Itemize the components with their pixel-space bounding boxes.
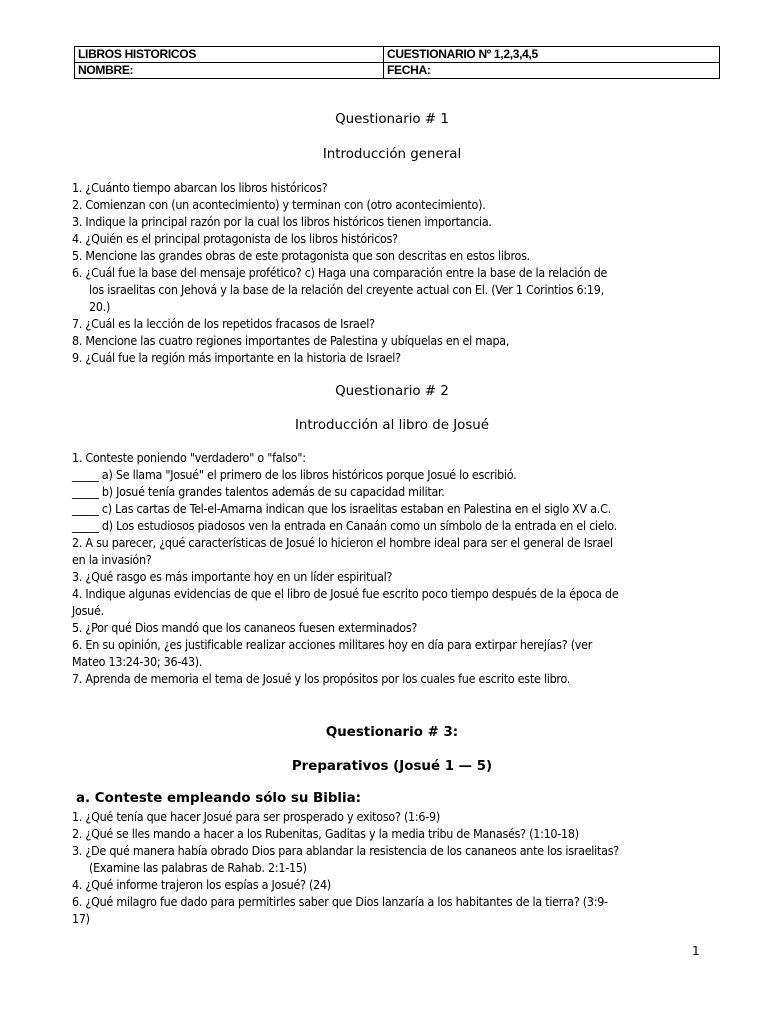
list-item-continuation: Josué. — [72, 603, 104, 618]
list-item: 5. ¿Por qué Dios mandó que los cananeos fuesen exterminados? — [72, 620, 418, 635]
list-item-continuation: 17) — [72, 911, 90, 926]
list-item: 8. Mencione las cuatro regiones importantes de Palestina y ubíquelas en el mapa, — [72, 333, 510, 348]
list-item-continuation: los israelitas con Jehová y la base de la relación del creyente actual con El. (Ver 1 Corintios 6:19, — [89, 282, 604, 297]
questionnaire-2-subtitle: Introducción al libro de Josué — [294, 418, 490, 433]
course-title-cell: LIBROS HISTORICOS — [75, 47, 384, 63]
list-item: _____ a) Se llama "Josué" el primero de los libros históricos porque Josué lo escribió. — [72, 467, 517, 482]
list-item: 4. Indique algunas evidencias de que el libro de Josué fue escrito poco tiempo después de la época de — [72, 586, 619, 601]
list-item-continuation: Mateo 13:24-30; 36-43). — [72, 654, 203, 669]
list-item: 2. A su parecer, ¿qué características de Josué lo hicieron el hombre ideal para ser el general de Israel — [72, 535, 613, 550]
list-item: 4. ¿Qué informe trajeron los espías a Josué? (24) — [72, 877, 331, 892]
questionnaire-3-list — [72, 808, 712, 927]
questionnaire-1-subtitle: Introducción general — [322, 147, 462, 162]
list-item: _____ c) Las cartas de Tel-el-Amarna indican que los israelitas estaban en Palestina en el siglo XV a.C. — [72, 501, 611, 516]
list-item: 6. ¿Cuál fue la base del mensaje profético? c) Haga una comparación entre la base de la relación de — [72, 265, 608, 280]
list-item: 1. ¿Cuánto tiempo abarcan los libros históricos? — [72, 180, 328, 195]
list-item: 1. Conteste poniendo "verdadero" o "falso": — [72, 450, 306, 465]
list-item: 6. ¿Qué milagro fue dado para permitirles saber que Dios lanzaría a los habitantes de la tierra? (3:9- — [72, 894, 608, 909]
questionnaire-2-title: Questionario # 2 — [335, 384, 449, 399]
list-item-continuation: 20.) — [89, 299, 111, 314]
list-item: _____ d) Los estudiosos piadosos ven la entrada en Canaán como un símbolo de la entrada en el cielo. — [72, 518, 617, 533]
list-item-continuation: en la invasión? — [72, 552, 152, 567]
questionnaire-3-title: Questionario # 3: — [325, 725, 459, 740]
list-item: 7. ¿Cuál es la lección de los repetidos fracasos de Israel? — [72, 316, 375, 331]
header-row — [75, 63, 720, 79]
list-item: 3. ¿Qué rasgo es más importante hoy en un líder espiritual? — [72, 569, 393, 584]
list-item: 4. ¿Quién es el principal protagonista de los libros históricos? — [72, 231, 398, 246]
questionnaire-3-subtitle: Preparativos (Josué 1 — 5) — [291, 759, 493, 774]
questionnaire-1-list — [72, 179, 712, 366]
list-item: 5. Mencione las grandes obras de este protagonista que son descritas en estos libros. — [72, 248, 530, 263]
list-item: 9. ¿Cuál fue la región más importante en la historia de Israel? — [72, 350, 401, 365]
questionnaire-3-instruction: a. Conteste empleando sólo su Biblia: — [76, 791, 361, 806]
list-item: 3. Indique la principal razón por la cual los libros históricos tienen importancia. — [72, 214, 492, 229]
list-item: 3. ¿De qué manera había obrado Dios para ablandar la resistencia de los cananeos ante los israelitas? — [72, 843, 619, 858]
name-cell: NOMBRE: — [75, 63, 384, 79]
questionnaire-1-title: Questionario # 1 — [335, 112, 449, 127]
header-row — [75, 47, 720, 63]
list-item: _____ b) Josué tenía grandes talentos además de su capacidad militar. — [72, 484, 445, 499]
list-item: 6. En su opinión, ¿es justificable realizar acciones militares hoy en día para extirpar herejías? (ver — [72, 637, 593, 652]
questionnaire-2-list — [72, 449, 712, 687]
list-item-continuation: (Examine las palabras de Rahab. 2:1-15) — [89, 860, 307, 875]
list-item: 2. Comienzan con (un acontecimiento) y terminan con (otro acontecimiento). — [72, 197, 486, 212]
page-number: 1 — [692, 944, 700, 958]
list-item: 1. ¿Qué tenía que hacer Josué para ser prosperado y exitoso? (1:6-9) — [72, 809, 440, 824]
questionnaire-number-cell: CUESTIONARIO Nº 1,2,3,4,5 — [384, 47, 720, 63]
date-cell: FECHA: — [384, 63, 720, 79]
list-item: 7. Aprenda de memoria el tema de Josué y los propósitos por los cuales fue escrito este libro. — [72, 671, 571, 686]
list-item: 2. ¿Qué se lles mando a hacer a los Rubenitas, Gaditas y la media tribu de Manasés? (1:10-18) — [72, 826, 579, 841]
header-table — [74, 46, 720, 79]
